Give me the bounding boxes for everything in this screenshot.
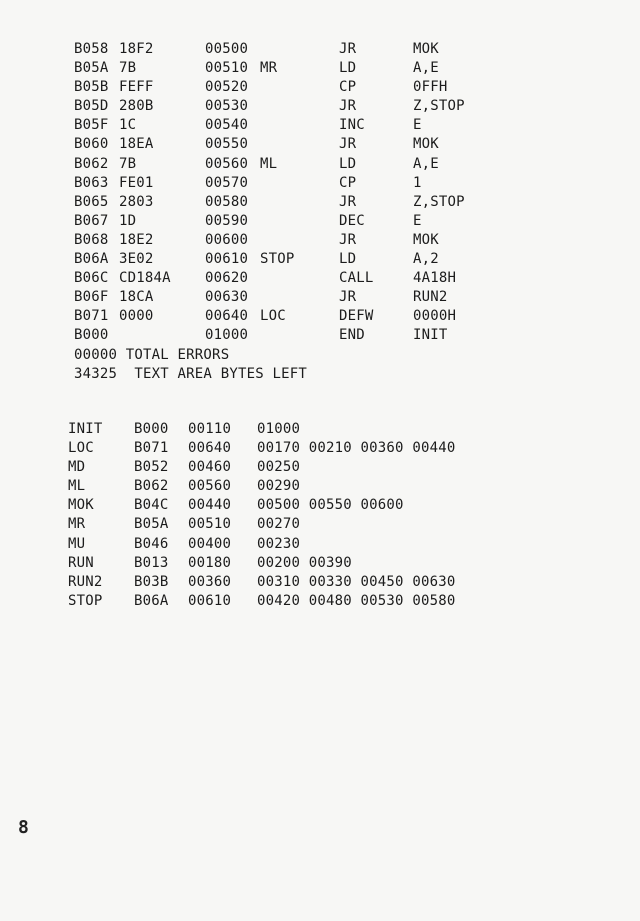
xref-symbol: ML bbox=[68, 478, 86, 495]
listing-opcode: JR bbox=[339, 193, 357, 210]
xref-symbol: RUN bbox=[68, 554, 94, 571]
listing-operand: Z,STOP bbox=[413, 98, 465, 115]
listing-machine-code: FEFF bbox=[119, 79, 154, 96]
listing-row bbox=[74, 193, 465, 212]
listing-machine-code: 18E2 bbox=[119, 231, 154, 248]
listing-row bbox=[74, 307, 457, 326]
bytes-left-line: 34325 TEXT AREA BYTES LEFT bbox=[74, 365, 307, 382]
listing-line-number: 00610 bbox=[205, 251, 249, 268]
listing-operand: E bbox=[413, 212, 422, 229]
listing-line-number: 00590 bbox=[205, 212, 249, 229]
xref-symbol: MU bbox=[68, 535, 86, 552]
xref-symbol: STOP bbox=[68, 592, 103, 609]
xref-definition-line: 00360 bbox=[188, 573, 232, 590]
listing-line-number: 00620 bbox=[205, 270, 249, 287]
xref-row bbox=[68, 420, 301, 439]
listing-machine-code: 18F2 bbox=[119, 41, 154, 57]
listing-row bbox=[74, 40, 439, 59]
listing-operand: A,E bbox=[413, 60, 439, 77]
xref-row bbox=[68, 515, 301, 534]
listing-address: B06C bbox=[74, 270, 109, 287]
listing-label: ML bbox=[260, 155, 278, 172]
listing-line-number: 00500 bbox=[205, 41, 249, 57]
listing-opcode: END bbox=[339, 327, 365, 344]
xref-address: B04C bbox=[134, 497, 169, 514]
xref-references: 00290 bbox=[257, 478, 301, 495]
xref-definition-line: 00110 bbox=[188, 421, 232, 437]
listing-operand: MOK bbox=[413, 231, 439, 248]
listing-address: B05A bbox=[74, 60, 109, 77]
xref-row bbox=[68, 496, 404, 515]
listing-address: B062 bbox=[74, 155, 109, 172]
listing-machine-code: FE01 bbox=[119, 174, 154, 191]
listing-row bbox=[74, 78, 448, 97]
listing-opcode: LD bbox=[339, 155, 357, 172]
xref-references: 00500 00550 00600 bbox=[257, 497, 404, 514]
xref-references: 00170 00210 00360 00440 bbox=[257, 440, 456, 457]
xref-symbol: MR bbox=[68, 516, 86, 533]
xref-definition-line: 00400 bbox=[188, 535, 232, 552]
listing-line-number: 01000 bbox=[205, 327, 249, 344]
listing-opcode: CP bbox=[339, 174, 357, 191]
listing-address: B000 bbox=[74, 327, 109, 344]
xref-symbol: INIT bbox=[68, 421, 103, 437]
listing-row bbox=[74, 116, 422, 135]
xref-address: B06A bbox=[134, 592, 169, 609]
listing-line-number: 00600 bbox=[205, 231, 249, 248]
listing-line-number: 00520 bbox=[205, 79, 249, 96]
listing-opcode: JR bbox=[339, 136, 357, 153]
xref-definition-line: 00440 bbox=[188, 497, 232, 514]
listing-address: B067 bbox=[74, 212, 109, 229]
listing-opcode: LD bbox=[339, 60, 357, 77]
listing-row bbox=[74, 231, 439, 250]
xref-references: 00270 bbox=[257, 516, 301, 533]
listing-address: B071 bbox=[74, 308, 109, 325]
xref-address: B052 bbox=[134, 459, 169, 476]
listing-opcode: JR bbox=[339, 289, 357, 306]
listing-operand: 0FFH bbox=[413, 79, 448, 96]
listing-machine-code: 18CA bbox=[119, 289, 154, 306]
listing-line-number: 00640 bbox=[205, 308, 249, 325]
listing-line-number: 00540 bbox=[205, 117, 249, 134]
listing-machine-code: 7B bbox=[119, 155, 137, 172]
listing-operand: 0000H bbox=[413, 308, 457, 325]
assembly-listing bbox=[74, 40, 465, 384]
symbol-cross-reference bbox=[68, 420, 456, 611]
listing-line-number: 00550 bbox=[205, 136, 249, 153]
listing-machine-code: 3E02 bbox=[119, 251, 154, 268]
listing-operand: MOK bbox=[413, 136, 439, 153]
xref-row bbox=[68, 535, 301, 554]
listing-line-number: 00630 bbox=[205, 289, 249, 306]
xref-address: B062 bbox=[134, 478, 169, 495]
xref-references: 00200 00390 bbox=[257, 554, 352, 571]
xref-references: 00230 bbox=[257, 535, 301, 552]
xref-row bbox=[68, 554, 352, 573]
xref-definition-line: 00460 bbox=[188, 459, 232, 476]
xref-row bbox=[68, 573, 456, 592]
listing-row bbox=[74, 97, 465, 116]
listing-machine-code: 7B bbox=[119, 60, 137, 77]
xref-address: B03B bbox=[134, 573, 169, 590]
listing-row bbox=[74, 269, 457, 288]
listing-machine-code: 1D bbox=[119, 212, 137, 229]
listing-operand: A,2 bbox=[413, 251, 439, 268]
listing-line-number: 00510 bbox=[205, 60, 249, 77]
xref-row bbox=[68, 458, 301, 477]
xref-references: 00250 bbox=[257, 459, 301, 476]
listing-row bbox=[74, 288, 448, 307]
listing-operand: 4A18H bbox=[413, 270, 457, 287]
listing-row bbox=[74, 135, 439, 154]
listing-operand: RUN2 bbox=[413, 289, 448, 306]
listing-opcode: JR bbox=[339, 98, 357, 115]
listing-label: LOC bbox=[260, 308, 286, 325]
listing-opcode: CALL bbox=[339, 270, 374, 287]
listing-opcode: JR bbox=[339, 231, 357, 248]
xref-definition-line: 00610 bbox=[188, 592, 232, 609]
listing-machine-code: 2803 bbox=[119, 193, 154, 210]
listing-address: B065 bbox=[74, 193, 109, 210]
listing-row bbox=[74, 250, 439, 269]
xref-definition-line: 00510 bbox=[188, 516, 232, 533]
xref-references: 00310 00330 00450 00630 bbox=[257, 573, 456, 590]
xref-symbol: MOK bbox=[68, 497, 94, 514]
listing-operand: E bbox=[413, 117, 422, 134]
xref-address: B05A bbox=[134, 516, 169, 533]
page-number: 8 bbox=[18, 817, 29, 838]
listing-opcode: JR bbox=[339, 41, 357, 57]
listing-address: B05B bbox=[74, 79, 109, 96]
listing-address: B05F bbox=[74, 117, 109, 134]
listing-line-number: 00570 bbox=[205, 174, 249, 191]
xref-symbol: LOC bbox=[68, 440, 94, 457]
xref-address: B013 bbox=[134, 554, 169, 571]
listing-address: B06A bbox=[74, 251, 109, 268]
listing-address: B06F bbox=[74, 289, 109, 306]
listing-line-number: 00560 bbox=[205, 155, 249, 172]
listing-label: MR bbox=[260, 60, 278, 77]
listing-row bbox=[74, 326, 448, 345]
xref-definition-line: 00560 bbox=[188, 478, 232, 495]
listing-label: STOP bbox=[260, 251, 295, 268]
xref-address: B071 bbox=[134, 440, 169, 457]
listing-line-number: 00580 bbox=[205, 193, 249, 210]
xref-symbol: RUN2 bbox=[68, 573, 103, 590]
listing-address: B05D bbox=[74, 98, 109, 115]
listing-opcode: INC bbox=[339, 117, 365, 134]
xref-row bbox=[68, 439, 456, 458]
listing-row bbox=[74, 212, 422, 231]
listing-machine-code: 280B bbox=[119, 98, 154, 115]
listing-machine-code: 18EA bbox=[119, 136, 154, 153]
xref-references: 00420 00480 00530 00580 bbox=[257, 592, 456, 609]
listing-opcode: LD bbox=[339, 251, 357, 268]
listing-opcode: DEC bbox=[339, 212, 365, 229]
listing-opcode: CP bbox=[339, 79, 357, 96]
listing-row bbox=[74, 174, 422, 193]
listing-machine-code: 0000 bbox=[119, 308, 154, 325]
listing-opcode: DEFW bbox=[339, 308, 374, 325]
xref-address: B046 bbox=[134, 535, 169, 552]
listing-line-number: 00530 bbox=[205, 98, 249, 115]
listing-operand: A,E bbox=[413, 155, 439, 172]
listing-address: B058 bbox=[74, 41, 109, 57]
xref-references: 01000 bbox=[257, 421, 301, 437]
listing-operand: INIT bbox=[413, 327, 448, 344]
listing-row bbox=[74, 155, 439, 174]
xref-address: B000 bbox=[134, 421, 169, 437]
listing-row bbox=[74, 59, 439, 78]
listing-operand: Z,STOP bbox=[413, 193, 465, 210]
xref-row bbox=[68, 592, 456, 611]
xref-definition-line: 00640 bbox=[188, 440, 232, 457]
listing-machine-code: 1C bbox=[119, 117, 137, 134]
listing-operand: MOK bbox=[413, 41, 439, 57]
xref-definition-line: 00180 bbox=[188, 554, 232, 571]
total-errors-line: 00000 TOTAL ERRORS bbox=[74, 346, 230, 363]
xref-symbol: MD bbox=[68, 459, 86, 476]
listing-address: B068 bbox=[74, 231, 109, 248]
listing-address: B060 bbox=[74, 136, 109, 153]
xref-row bbox=[68, 477, 301, 496]
listing-operand: 1 bbox=[413, 174, 422, 191]
listing-address: B063 bbox=[74, 174, 109, 191]
listing-machine-code: CD184A bbox=[119, 270, 171, 287]
